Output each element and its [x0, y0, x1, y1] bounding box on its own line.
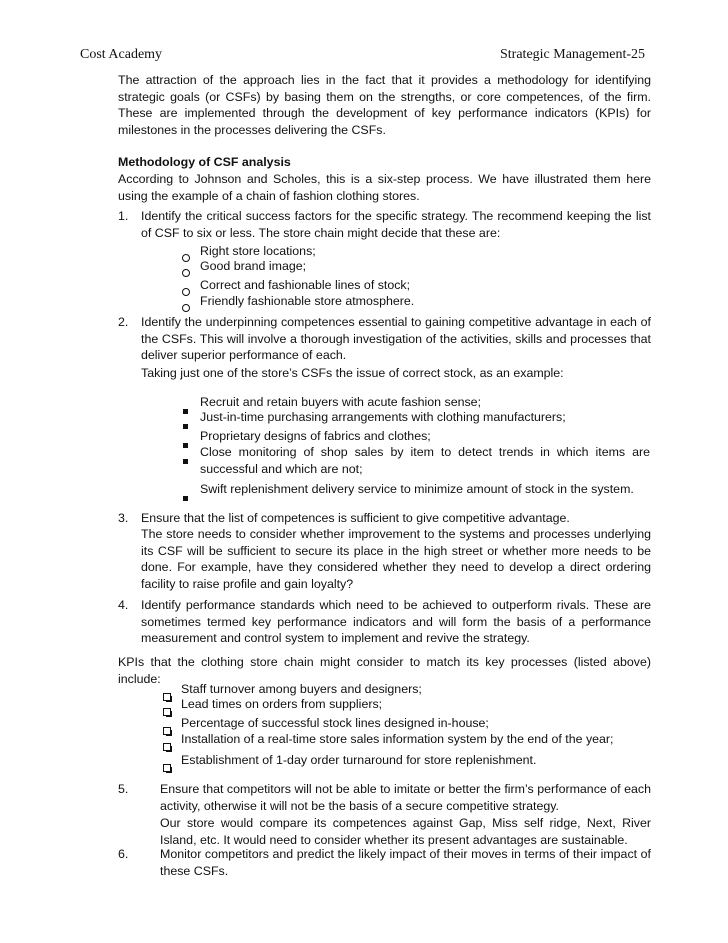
- header-right: Strategic Management-25: [500, 47, 646, 62]
- box-bullet-icon: [163, 701, 171, 720]
- list-item: Close monitoring of shop sales by item to detect trends in which items are successful and which are not;: [200, 445, 650, 476]
- square-bullet-icon: [183, 486, 188, 505]
- step-text: Identify performance standards which need to be achieved to outperform rivals. These are sometimes termed key performance indicators and will form the basis of a performance measurement and control system to implement and revive the strategy.: [141, 598, 651, 645]
- list-item: Correct and fashionable lines of stock;: [200, 278, 411, 292]
- list-item: Just-in-time purchasing arrangements with clothing manufacturers;: [200, 410, 566, 424]
- step-number: 1.: [118, 209, 129, 223]
- list-item: Establishment of 1-day order turnaround for store replenishment.: [181, 753, 537, 767]
- list-item: Percentage of successful stock lines designed in-house;: [181, 716, 489, 730]
- step-text: Ensure that the list of competences is sufficient to give competitive advantage.: [141, 511, 570, 525]
- step3-detail: The store needs to consider whether improvement to the systems and processes underlying its CSF will be sufficient to secure its place in the high street or whether more needs to be done. For example, have they considered whether they need to develop a direct ordering facility to raise profile and gain loyalty?: [141, 527, 651, 591]
- step-number: 4.: [118, 598, 129, 612]
- box-bullet-icon: [163, 757, 171, 776]
- step-text: Identify the underpinning competences essential to gaining competitive advantage in each of the CSFs. This will involve a thorough investigation of the activities, skills and processes that deliver superior performance of each.: [141, 315, 651, 362]
- step-text: Identify the critical success factors for the specific strategy. The recommend keeping the list of CSF to six or less. The store chain might decide that these are:: [141, 209, 651, 240]
- square-bullet-icon: [183, 449, 188, 468]
- list-item: Recruit and retain buyers with acute fashion sense;: [200, 395, 482, 409]
- circle-bullet-icon: [182, 262, 190, 281]
- step-number: 3.: [118, 511, 129, 525]
- kpi-intro: KPIs that the clothing store chain might consider to match its key processes (listed above) include:: [118, 655, 651, 686]
- step5-detail: Our store would compare its competences against Gap, Miss self ridge, Next, River Island, etc. It would need to consider whether its present advantages are sustainable.: [160, 816, 651, 847]
- box-bullet-icon: [163, 736, 171, 755]
- list-item: Good brand image;: [200, 259, 307, 273]
- list-item: Friendly fashionable store atmosphere.: [200, 294, 415, 308]
- step-number: 5.: [118, 782, 129, 796]
- step-text: Ensure that competitors will not be able to imitate or better the firm’s performance of each activity, otherwise it will not be the basis of a secure competitive strategy.: [160, 782, 651, 813]
- list-item: Proprietary designs of fabrics and clothes;: [200, 429, 431, 443]
- intro-paragraph: The attraction of the approach lies in the fact that it provides a methodology for identifying strategic goals (or CSFs) by basing them on the strengths, or core competences, of the firm. These are implemented through the development of key performance indicators (KPIs) for milestones in the processes delivering the CSFs.: [118, 73, 651, 137]
- list-item: Staff turnover among buyers and designers;: [181, 682, 422, 696]
- step-number: 2.: [118, 315, 129, 329]
- list-item: Lead times on orders from suppliers;: [181, 697, 383, 711]
- section-heading: Methodology of CSF analysis: [118, 155, 291, 169]
- list-item: Right store locations;: [200, 244, 316, 258]
- list-item: Installation of a real-time store sales information system by the end of the year;: [181, 732, 614, 746]
- header-left: Cost Academy: [80, 47, 163, 62]
- step-number: 6.: [118, 847, 129, 861]
- list-item: Swift replenishment delivery service to minimize amount of stock in the system.: [200, 482, 634, 496]
- step-text: Monitor competitors and predict the likely impact of their moves in terms of their impact of these CSFs.: [160, 847, 651, 878]
- stock-intro: Taking just one of the store’s CSFs the issue of correct stock, as an example:: [141, 366, 564, 380]
- method-intro: According to Johnson and Scholes, this is a six-step process. We have illustrated them here using the example of a chain of fashion clothing stores.: [118, 172, 651, 203]
- square-bullet-icon: [183, 414, 188, 433]
